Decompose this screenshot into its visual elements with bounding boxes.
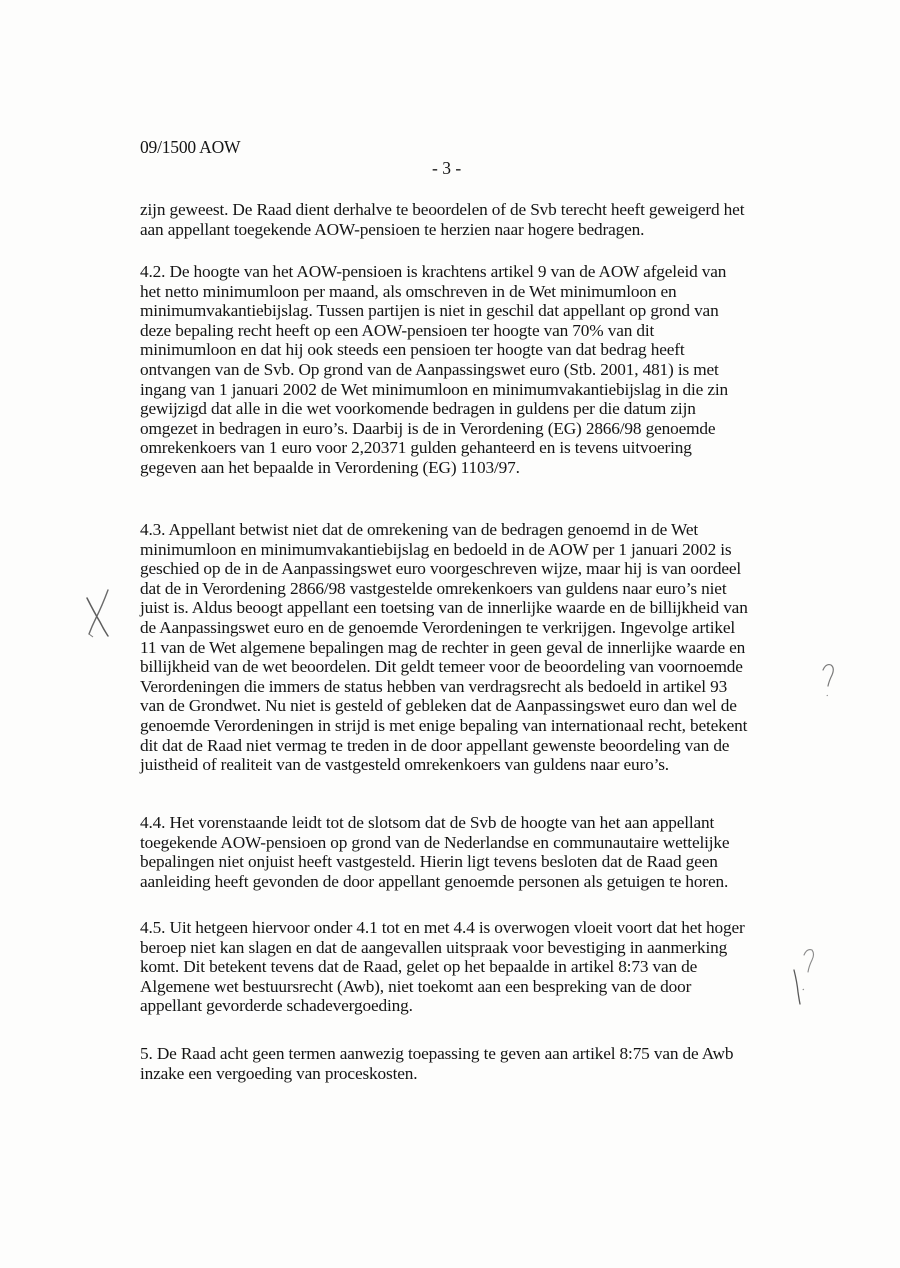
text-line: Algemene wet bestuursrecht (Awb), niet toekomt aan een bespreking van de door <box>140 976 692 996</box>
text-line: minimumloon en dat hij ook steeds een pensioen ter hoogte van dat bedrag heeft <box>140 340 685 360</box>
text-line: omgezet in bedragen in euro’s. Daarbij is de in Verordening (EG) 2866/98 genoemde <box>140 418 716 438</box>
text-line: beroep niet kan slagen en dat de aangevallen uitspraak voor bevestiging in aanmerking <box>140 937 728 957</box>
text-line: juistheid of realiteit van de vastgesteld omrekenkoers van guldens naar euro’s. <box>140 755 669 775</box>
case-number: 09/1500 AOW <box>140 137 241 157</box>
text-line: 4.5. Uit hetgeen hiervoor onder 4.1 tot en met 4.4 is overwogen vloeit voort dat het hoger <box>140 918 745 937</box>
handwritten-question-mark-icon <box>820 662 838 702</box>
text-line: appellant gevorderde schadevergoeding. <box>140 996 413 1016</box>
text-line: komt. Dit betekent tevens dat de Raad, gelet op het bepaalde in artikel 8:73 van de <box>140 957 698 977</box>
text-line: de Aanpassingswet euro en de genoemde Verordeningen te verkrijgen. Ingevolge artikel <box>140 617 736 637</box>
paragraph-5 <box>140 1044 820 1083</box>
text-line: gegeven aan het bepaalde in Verordening (EG) 1103/97. <box>140 457 520 477</box>
text-line: 4.2. De hoogte van het AOW-pensioen is krachtens artikel 9 van de AOW afgeleid van <box>140 262 727 281</box>
text-line: aan appellant toegekende AOW-pensioen te herzien naar hogere bedragen. <box>140 219 645 239</box>
text-line: omrekenkoers van 1 euro voor 2,20371 gulden gehanteerd en is tevens uitvoering <box>140 438 692 458</box>
text-line: gewijzigd dat alle in die wet voorkomende bedragen in guldens per die datum zijn <box>140 399 696 419</box>
text-line: van de Grondwet. Nu niet is gesteld of gebleken dat de Aanpassingswet euro dan wel de <box>140 696 737 716</box>
text-line: dat de in Verordening 2866/98 vastgestelde omrekenkoers van guldens naar euro’s niet <box>140 578 727 598</box>
text-line: 4.3. Appellant betwist niet dat de omrekening van de bedragen genoemd in de Wet <box>140 520 699 539</box>
page-number: - 3 - <box>432 158 462 178</box>
text-line: 4.4. Het vorenstaande leidt tot de slotsom dat de Svb de hoogte van het aan appellant <box>140 813 715 832</box>
paragraph-continuation <box>140 200 820 239</box>
text-line: toegekende AOW-pensioen op grond van de Nederlandse en communautaire wettelijke <box>140 832 730 852</box>
text-line: 11 van de Wet algemene bepalingen mag de rechter in geen geval de innerlijke waarde en <box>140 637 746 657</box>
text-line: ingang van 1 januari 2002 de Wet minimumloon en minimumvakantiebijslag in die zin <box>140 379 728 399</box>
text-line: ontvangen van de Svb. Op grond van de Aanpassingswet euro (Stb. 2001, 481) is met <box>140 359 719 379</box>
text-line: juist is. Aldus beoogt appellant een toetsing van de innerlijke waarde en de billijkheid van <box>140 598 748 618</box>
text-line: geschied op de in de Aanpassingswet euro voorgeschreven wijze, maar hij is van oordeel <box>140 559 742 579</box>
paragraph-4-4 <box>140 813 820 891</box>
paragraph-4-5 <box>140 918 820 1016</box>
text-line: bepalingen niet onjuist heeft vastgesteld. Hierin ligt tevens besloten dat de Raad geen <box>140 852 718 872</box>
text-line: minimumvakantiebijslag. Tussen partijen is niet in geschil dat appellant op grond van <box>140 301 719 321</box>
text-line: billijkheid van de wet beoordelen. Dit geldt temeer voor de beoordeling van voornoemde <box>140 657 743 677</box>
text-line: Verordeningen die immers de status hebben van verdragsrecht als bedoeld in artikel 93 <box>140 676 728 696</box>
handwritten-cross-icon <box>84 588 114 640</box>
text-line: genoemde Verordeningen in strijd is met enige bepaling van internationaal recht, betekent <box>140 715 748 735</box>
text-line: het netto minimumloon per maand, als omschreven in de Wet minimumloon en <box>140 281 677 301</box>
paragraph-4-2 <box>140 262 820 478</box>
text-line: dit dat de Raad niet vermag te treden in de door appellant gewenste beoordeling van de <box>140 735 730 755</box>
text-line: minimumloon en minimumvakantiebijslag en bedoeld in de AOW per 1 januari 2002 is <box>140 539 732 559</box>
text-line: deze bepaling recht heeft op een AOW-pensioen ter hoogte van 70% van dit <box>140 320 655 340</box>
paragraph-4-3 <box>140 520 820 775</box>
text-line: inzake een vergoeding van proceskosten. <box>140 1063 418 1083</box>
handwritten-question-mark-2-icon <box>800 946 818 994</box>
text-line: 5. De Raad acht geen termen aanwezig toepassing te geven aan artikel 8:75 van de Awb <box>140 1044 734 1063</box>
text-line: aanleiding heeft gevonden de door appellant genoemde personen als getuigen te horen. <box>140 871 729 891</box>
text-line: zijn geweest. De Raad dient derhalve te beoordelen of de Svb terecht heeft geweigerd het <box>140 200 745 219</box>
